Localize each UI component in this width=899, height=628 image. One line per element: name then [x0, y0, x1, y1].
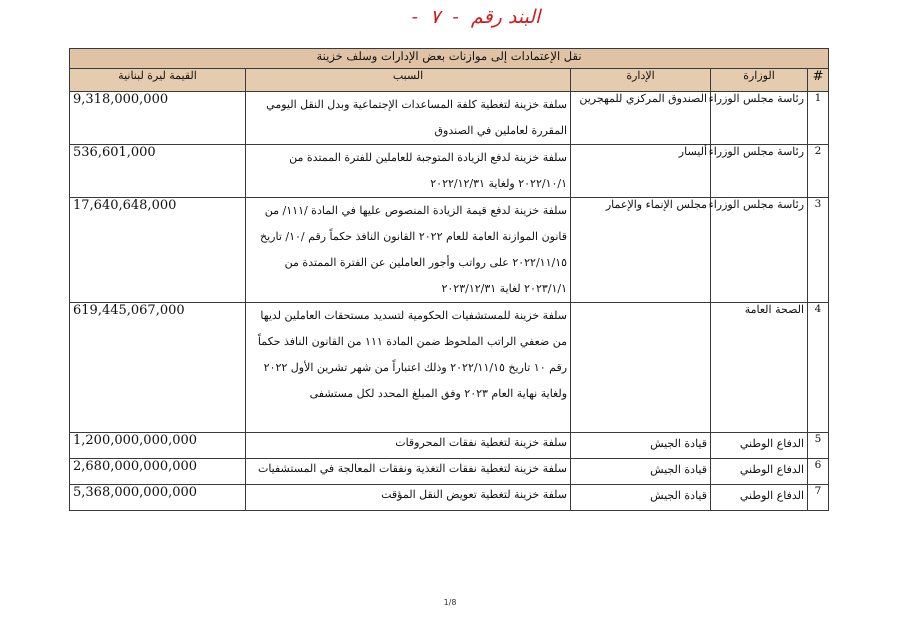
row-number: 2	[808, 145, 829, 198]
row-value: 619,445,067,000	[70, 303, 246, 433]
handwritten-label: البند رقم	[470, 6, 541, 28]
row-reason: سلفة خزينة للمستشفيات الحكومية لتسديد مستحقات العاملين لديها من ضعفي الراتب الملحوظ ضمن المادة ١١١ من القانون النافذ حكماً رقم ١٠ تاريخ ٢٠٢٢/١١/١٥ وذلك اعتباراً من شهر تشرين الأول ٢٠٢٢ ولغاية نهاية العام ٢٠٢٣ وفق المبلغ المحدد لكل مستشفى	[246, 303, 571, 433]
row-reason: سلفة خزينة لتغطية كلفة المساعدات الإجتماعية وبدل النقل اليومي المقررة لعاملين في الصندوق	[246, 92, 571, 145]
row-ministry: الصحة العامة	[711, 303, 808, 433]
row-reason: سلفة خزينة لتغطية تعويض النقل المؤقت	[246, 485, 571, 511]
table-row	[70, 145, 829, 198]
header-number: #	[808, 69, 829, 92]
row-administration: قيادة الجيش	[571, 459, 711, 485]
row-reason: سلفة خزينة لتغطية نفقات المحروقات	[246, 433, 571, 459]
row-number: 5	[808, 433, 829, 459]
handwritten-item-note	[398, 2, 548, 32]
row-ministry: الدفاع الوطني	[711, 433, 808, 459]
row-administration: مجلس الإنماء والإعمار	[571, 198, 711, 303]
row-number: 6	[808, 459, 829, 485]
row-value: 5,368,000,000,000	[70, 485, 246, 511]
handwritten-number: ٧	[430, 6, 441, 28]
row-value: 536,601,000	[70, 145, 246, 198]
page-indicator: 1/8	[443, 598, 457, 607]
table-title-row	[70, 49, 829, 69]
row-value: 2,680,000,000,000	[70, 459, 246, 485]
row-number: 4	[808, 303, 829, 433]
row-number: 1	[808, 92, 829, 145]
header-reason: السبب	[246, 69, 571, 92]
row-administration: أليسار	[571, 145, 711, 198]
header-administration: الإدارة	[571, 69, 711, 92]
credits-transfer-table	[69, 48, 829, 511]
row-value: 17,640,648,000	[70, 198, 246, 303]
row-administration: قيادة الجيش	[571, 433, 711, 459]
row-number: 7	[808, 485, 829, 511]
row-administration: الصندوق المركزي للمهجرين	[571, 92, 711, 145]
row-number: 3	[808, 198, 829, 303]
row-reason: سلفة خزينة لتغطية نفقات التغذية ونفقات المعالجة في المستشفيات	[246, 459, 571, 485]
header-ministry: الوزارة	[711, 69, 808, 92]
table-row	[70, 433, 829, 459]
row-reason: سلفة خزينة لدفع الزيادة المتوجبة للعاملين للفترة الممتدة من ٢٠٢٢/١٠/١ ولغاية ٢٠٢٢/١٢/٣١	[246, 145, 571, 198]
table-row	[70, 198, 829, 303]
table-row	[70, 485, 829, 511]
row-ministry: رئاسة مجلس الوزراء	[711, 145, 808, 198]
row-administration	[571, 303, 711, 433]
row-ministry: رئاسة مجلس الوزراء	[711, 198, 808, 303]
row-administration: قيادة الجيش	[571, 485, 711, 511]
row-ministry: الدفاع الوطني	[711, 459, 808, 485]
row-reason: سلفة خزينة لدفع قيمة الزيادة المنصوص عليها في المادة /١١١/ من قانون الموازنة العامة للعام ٢٠٢٢ القانون النافذ حكماً رقم /١٠/ تاريخ ٢٠٢٢/١١/١٥ على رواتب وأجور العاملين عن الفترة الممتدة من ٢٠٢٣/١/١ لغاية ٢٠٢٣/١٢/٣١	[246, 198, 571, 303]
table-title: نقل الإعتمادات إلى موازنات بعض الإدارات وسلف خزينة	[70, 49, 829, 69]
table-row	[70, 459, 829, 485]
table-header-row	[70, 69, 829, 92]
handwritten-trailing-dash: -	[411, 6, 419, 28]
table-row	[70, 92, 829, 145]
handwritten-dash: -	[452, 6, 459, 28]
row-value: 1,200,000,000,000	[70, 433, 246, 459]
row-ministry: الدفاع الوطني	[711, 485, 808, 511]
header-value: القيمة ليرة لبنانية	[70, 69, 246, 92]
row-ministry: رئاسة مجلس الوزراء	[711, 92, 808, 145]
row-value: 9,318,000,000	[70, 92, 246, 145]
table-row	[70, 303, 829, 433]
